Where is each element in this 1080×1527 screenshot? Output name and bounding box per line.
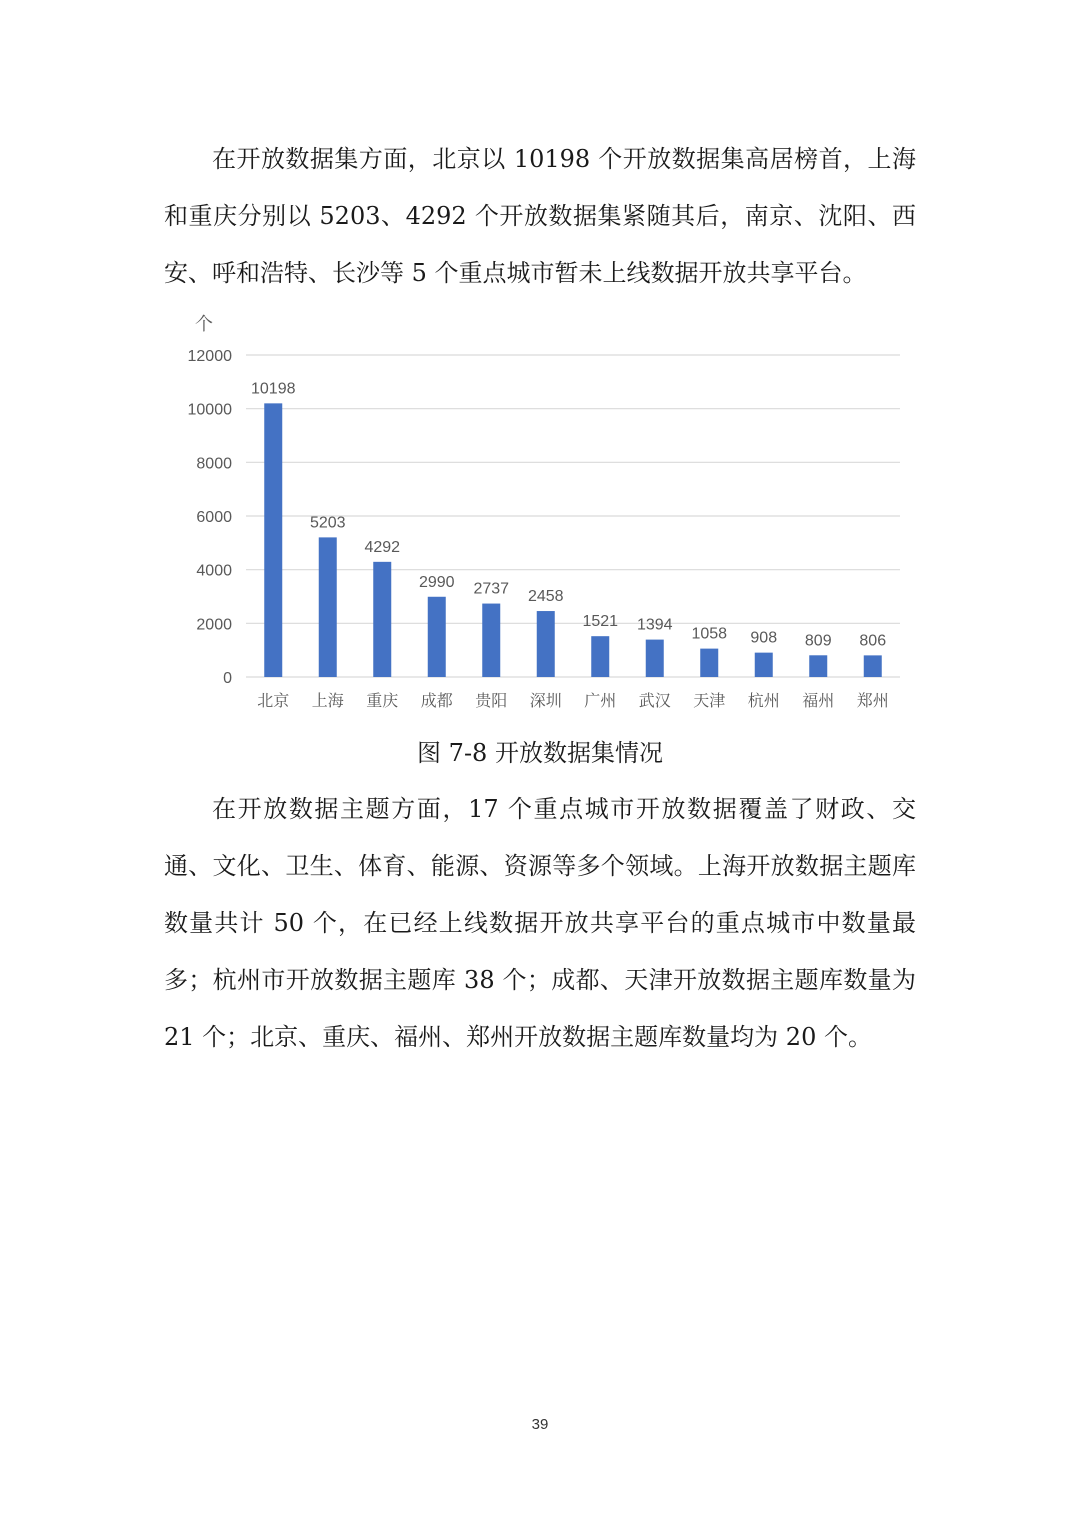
- data-label: 2990: [418, 573, 455, 591]
- bar-郑州: [864, 655, 882, 677]
- bar-杭州: [755, 653, 773, 677]
- x-tick-label: 武汉: [638, 693, 671, 710]
- data-label: 2458: [527, 588, 564, 606]
- x-tick-label: 北京: [257, 693, 290, 710]
- bar-北京: [264, 403, 282, 677]
- page-number: 39: [531, 1416, 549, 1433]
- bar-贵阳: [482, 604, 500, 677]
- data-label: 1058: [691, 625, 728, 643]
- bar-成都: [428, 597, 446, 677]
- x-tick-label: 广州: [584, 693, 617, 710]
- x-tick-label: 杭州: [747, 693, 780, 710]
- y-tick-label: 6000: [196, 509, 232, 526]
- data-label: 809: [804, 632, 832, 650]
- data-label: 10198: [251, 380, 296, 398]
- body-paragraph-2: 在开放数据主题方面，17 个重点城市开放数据覆盖了财政、交通、文化、卫生、体育、能源、资源等多个领域。上海开放数据主题库数量共计 50 个，在已经上线数据开放共享平台的重点城市中数量最多；杭州市开放数据主题库 38 个；成都、天津开放数据主题库数量为 21 个；北京、重庆、福州、郑州开放数据主题库数量均为 20 个。: [164, 795, 916, 1051]
- bar-chart-svg: [160, 305, 920, 725]
- data-label: 4292: [364, 538, 401, 556]
- x-tick-label: 上海: [311, 693, 344, 710]
- bar-深圳: [537, 611, 555, 677]
- data-label: 908: [750, 629, 778, 647]
- y-tick-label: 8000: [196, 455, 232, 473]
- y-tick-label: 12000: [187, 348, 232, 365]
- y-tick-label: 0: [223, 670, 232, 687]
- bar-福州: [809, 655, 827, 677]
- y-tick-label: 4000: [196, 562, 232, 580]
- bar-上海: [319, 537, 337, 677]
- bar-chart: [160, 305, 920, 725]
- x-tick-label: 重庆: [366, 693, 399, 710]
- x-tick-label: 深圳: [529, 693, 562, 710]
- bar-武汉: [646, 640, 664, 677]
- bar-天津: [700, 649, 718, 677]
- y-axis-unit-label: 个: [195, 314, 213, 334]
- figure-caption: 图 7-8 开放数据集情况: [417, 739, 663, 767]
- x-tick-label: 贵阳: [475, 693, 508, 710]
- data-label: 1394: [636, 616, 673, 634]
- y-tick-label: 2000: [196, 616, 232, 634]
- body-paragraph-1: 在开放数据集方面，北京以 10198 个开放数据集高居榜首，上海和重庆分别以 5203、4292 个开放数据集紧随其后，南京、沈阳、西安、呼和浩特、长沙等 5 个重点城市暂未上线数据开放共享平台。: [164, 145, 916, 287]
- bar-广州: [591, 636, 609, 677]
- bar-重庆: [373, 562, 391, 677]
- y-tick-label: 10000: [187, 401, 232, 419]
- data-label: 806: [859, 632, 887, 650]
- data-label: 2737: [473, 580, 510, 598]
- data-label: 5203: [309, 514, 346, 532]
- x-tick-label: 天津: [693, 693, 726, 710]
- x-tick-label: 郑州: [856, 693, 889, 710]
- x-tick-label: 福州: [802, 693, 835, 710]
- data-label: 1521: [582, 613, 619, 631]
- x-tick-label: 成都: [420, 693, 453, 710]
